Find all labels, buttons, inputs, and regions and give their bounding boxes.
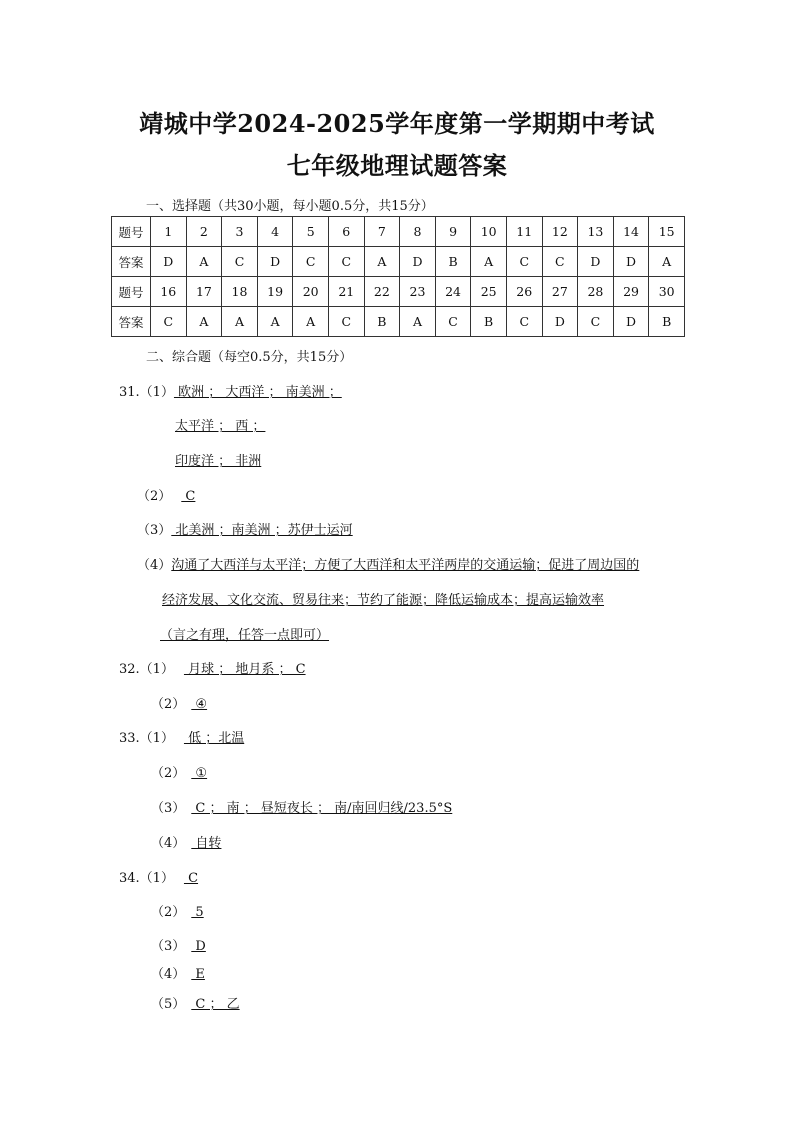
question-number-cell: 1 — [151, 217, 187, 247]
row-label: 题号 — [112, 217, 151, 247]
answer-line — [151, 901, 204, 920]
question-label: 31.（1） — [119, 385, 174, 400]
answer-line — [151, 762, 207, 781]
answer-cell: B — [364, 307, 400, 337]
answer-cell: C — [328, 307, 364, 337]
answer-line — [151, 963, 205, 982]
question-number-cell: 6 — [328, 217, 364, 247]
answer-cell: A — [400, 307, 436, 337]
answer-text: ④ — [191, 697, 208, 712]
answer-text: 印度洋 ； 非洲 — [175, 454, 262, 469]
page-subtitle: 七年级地理试题答案 — [286, 151, 508, 180]
question-number-cell: 7 — [364, 217, 400, 247]
question-label: （2） — [137, 489, 172, 504]
page-title: 靖城中学2024-2025学年度第一学期期中考试 — [139, 109, 655, 138]
question-label: （4） — [151, 967, 186, 982]
answer-text: C ； 南 ； 昼短夜长 ； 南/南回归线/23.5°S — [191, 801, 453, 816]
question-number-cell: 4 — [257, 217, 293, 247]
question-label: 34.（1） — [119, 871, 174, 886]
question-number-cell: 12 — [542, 217, 578, 247]
answer-text: 自转 — [191, 836, 222, 851]
question-number-cell: 22 — [364, 277, 400, 307]
answer-cell: D — [400, 247, 436, 277]
answer-text: E — [191, 967, 205, 982]
answer-line — [119, 381, 342, 400]
answer-line — [160, 624, 329, 643]
table-row — [112, 247, 685, 277]
answer-cell: D — [151, 247, 187, 277]
section-heading-choice: 一、选择题（共30小题，每小题0.5分，共15分） — [146, 199, 434, 214]
answer-cell: D — [613, 247, 649, 277]
answer-line — [175, 450, 261, 469]
question-label: 33.（1） — [119, 731, 174, 746]
answer-text: 经济发展、文化交流、贸易往来；节约了能源；降低运输成本；提高运输效率 — [162, 593, 605, 608]
question-label: （2） — [151, 905, 186, 920]
answer-text: 欧洲 ； 大西洋 ； 南美洲 ； — [173, 385, 342, 400]
answer-line — [151, 797, 452, 816]
answer-line — [175, 415, 265, 434]
answer-text: ① — [191, 766, 208, 781]
answer-cell: A — [293, 307, 329, 337]
question-number-cell: 10 — [471, 217, 507, 247]
answer-cell: C — [506, 247, 542, 277]
question-number-cell: 2 — [186, 217, 222, 247]
answer-cell: C — [435, 307, 471, 337]
question-label: （4） — [151, 836, 186, 851]
question-number-cell: 8 — [400, 217, 436, 247]
table-row — [112, 307, 685, 337]
question-label: （5） — [151, 997, 186, 1012]
question-number-cell: 11 — [506, 217, 542, 247]
answer-text: 沟通了大西洋与太平洋；方便了大西洋和太平洋两岸的交通运输；促进了周边国的 — [171, 558, 640, 573]
answer-line — [119, 658, 306, 677]
table-row — [112, 277, 685, 307]
question-number-cell: 30 — [649, 277, 685, 307]
answer-line — [151, 993, 240, 1012]
answer-cell: B — [435, 247, 471, 277]
question-label: （3） — [151, 939, 186, 954]
answer-line — [119, 867, 198, 886]
question-number-cell: 15 — [649, 217, 685, 247]
answer-line — [151, 832, 221, 851]
answer-line — [137, 554, 639, 573]
answer-cell: C — [542, 247, 578, 277]
answer-line — [151, 693, 207, 712]
question-number-cell: 27 — [542, 277, 578, 307]
answer-cell: A — [649, 247, 685, 277]
question-number-cell: 9 — [435, 217, 471, 247]
question-number-cell: 17 — [186, 277, 222, 307]
answer-text: D — [191, 939, 206, 954]
question-number-cell: 29 — [613, 277, 649, 307]
question-label: （4） — [137, 558, 172, 573]
answer-table — [111, 216, 685, 337]
question-number-cell: 20 — [293, 277, 329, 307]
question-number-cell: 5 — [293, 217, 329, 247]
answer-cell: D — [257, 247, 293, 277]
answer-cell: C — [151, 307, 187, 337]
question-number-cell: 18 — [222, 277, 258, 307]
answer-line — [119, 727, 244, 746]
answer-text: C — [183, 871, 199, 886]
question-number-cell: 28 — [578, 277, 614, 307]
question-label: （2） — [151, 766, 186, 781]
answer-text: C ； 乙 — [191, 997, 240, 1012]
question-label: 32.（1） — [119, 662, 174, 677]
question-number-cell: 16 — [151, 277, 187, 307]
answer-line — [137, 519, 353, 538]
question-label: （2） — [151, 697, 186, 712]
answer-cell: A — [186, 307, 222, 337]
question-number-cell: 19 — [257, 277, 293, 307]
answer-text: 太平洋 ； 西 ； — [175, 419, 266, 434]
question-number-cell: 23 — [400, 277, 436, 307]
answer-text: 北美洲 ；南美洲 ；苏伊士运河 — [171, 523, 353, 538]
answer-text: C — [181, 489, 196, 504]
answer-cell: D — [613, 307, 649, 337]
question-number-cell: 25 — [471, 277, 507, 307]
question-label: （3） — [151, 801, 186, 816]
question-label: （3） — [137, 523, 172, 538]
answer-line — [162, 589, 604, 608]
answer-cell: A — [471, 247, 507, 277]
question-number-cell: 3 — [222, 217, 258, 247]
section-heading-comprehensive: 二、综合题（每空0.5分，共15分） — [146, 350, 353, 365]
answer-cell: C — [293, 247, 329, 277]
answer-cell: C — [506, 307, 542, 337]
answer-cell: B — [471, 307, 507, 337]
answer-line — [151, 935, 206, 954]
question-number-cell: 26 — [506, 277, 542, 307]
answer-cell: C — [328, 247, 364, 277]
answer-cell: A — [364, 247, 400, 277]
answer-cell: A — [222, 307, 258, 337]
answer-text: 低 ；北温 — [183, 731, 245, 746]
answer-note: （言之有理，任答一点即可） — [160, 628, 330, 643]
answer-cell: C — [222, 247, 258, 277]
row-label: 题号 — [112, 277, 151, 307]
answer-line — [137, 485, 195, 504]
answer-cell: B — [649, 307, 685, 337]
question-number-cell: 14 — [613, 217, 649, 247]
answer-cell: A — [186, 247, 222, 277]
question-number-cell: 24 — [435, 277, 471, 307]
question-number-cell: 21 — [328, 277, 364, 307]
answer-text: 月球 ； 地月系 ； C — [183, 662, 306, 677]
answer-cell: A — [257, 307, 293, 337]
table-row — [112, 217, 685, 247]
answer-cell: D — [578, 247, 614, 277]
question-number-cell: 13 — [578, 217, 614, 247]
answer-cell: C — [578, 307, 614, 337]
answer-cell: D — [542, 307, 578, 337]
answer-text: 5 — [191, 905, 204, 920]
row-label: 答案 — [112, 247, 151, 277]
row-label: 答案 — [112, 307, 151, 337]
